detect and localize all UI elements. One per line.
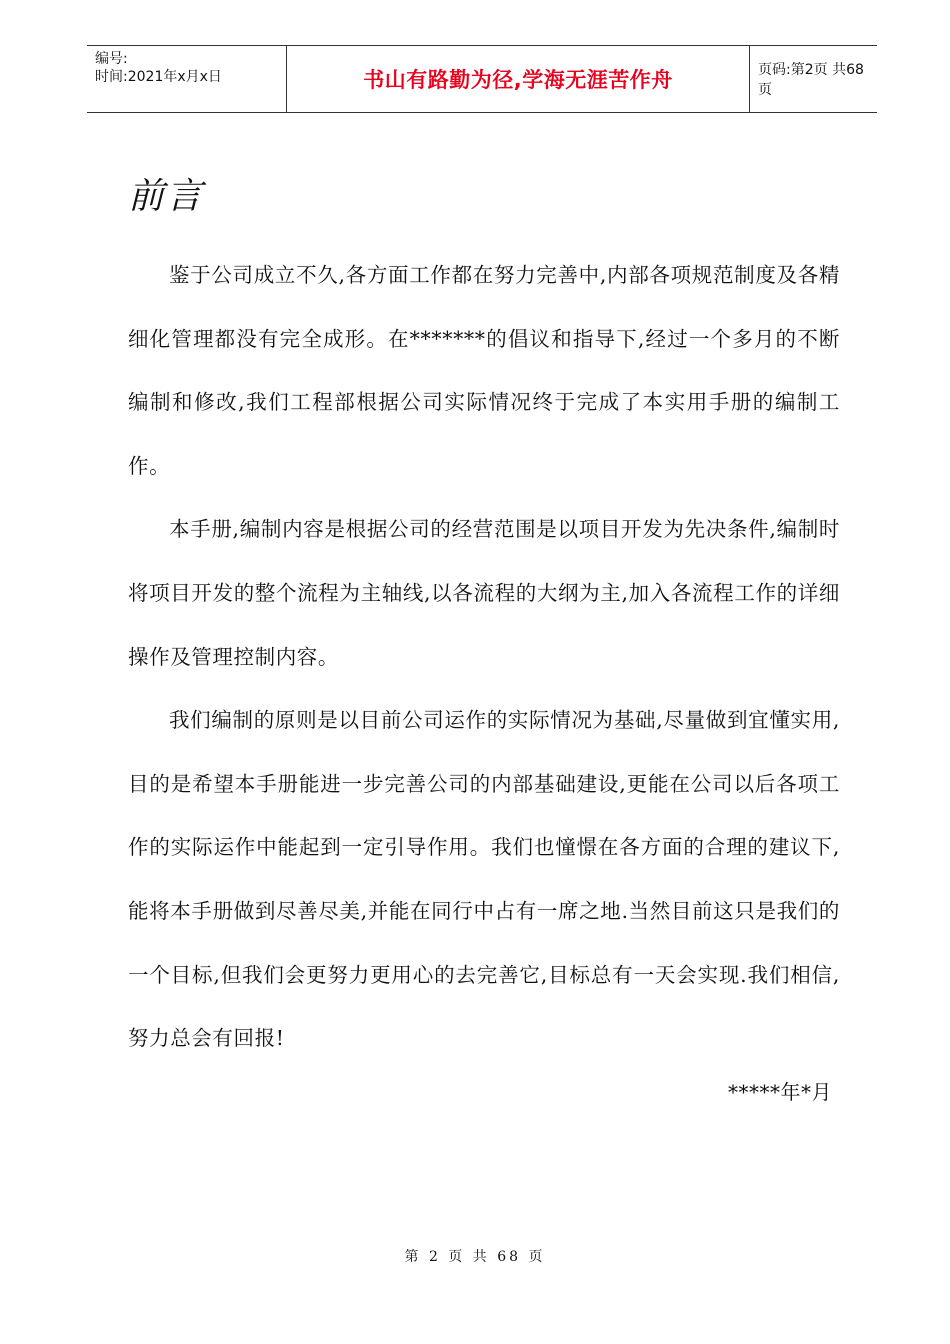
header-motto: 书山有路勤为径,学海无涯苦作舟 — [363, 68, 673, 92]
page-title: 前言 — [128, 176, 205, 217]
signature-date: *****年*月 — [728, 1080, 832, 1104]
document-body — [128, 244, 840, 1071]
page-header — [87, 45, 877, 113]
paragraph-1: 鉴于公司成立不久,各方面工作都在努力完善中,内部各项规范制度及各精细化管理都没有完全成形。在*******的倡议和指导下,经过一个多月的不断编制和修改,我们工程部根据公司实际情况终于完成了本实用手册的编制工作。 — [128, 263, 840, 478]
paragraph-3: 我们编制的原则是以目前公司运作的实际情况为基础,尽量做到宜懂实用,目的是希望本手册能进一步完善公司的内部基础建设,更能在公司以后各项工作的实际运作中能起到一定引导作用。我们也憧憬在各方面的合理的建议下,能将本手册做到尽善尽美,并能在同行中占有一席之地.当然目前这只是我们的一个目标,但我们会更努力更用心的去完善它,目标总有一天会实现.我们相信,努力总会有回报! — [128, 708, 840, 1051]
document-number-label: 编号: — [95, 51, 128, 67]
header-motto-cell — [287, 46, 750, 112]
header-meta-cell — [87, 46, 287, 112]
page-footer — [0, 1246, 950, 1266]
header-page-cell — [750, 46, 877, 112]
document-time-label: 时间:2021年x月x日 — [95, 69, 222, 85]
footer-page-number: 第 2 页 共 68 页 — [404, 1249, 546, 1265]
header-page-info: 页码:第2页 共68页 — [758, 62, 864, 98]
paragraph-2: 本手册,编制内容是根据公司的经营范围是以项目开发为先决条件,编制时将项目开发的整个流程为主轴线,以各流程的大纲为主,加入各流程工作的详细操作及管理控制内容。 — [128, 517, 840, 669]
